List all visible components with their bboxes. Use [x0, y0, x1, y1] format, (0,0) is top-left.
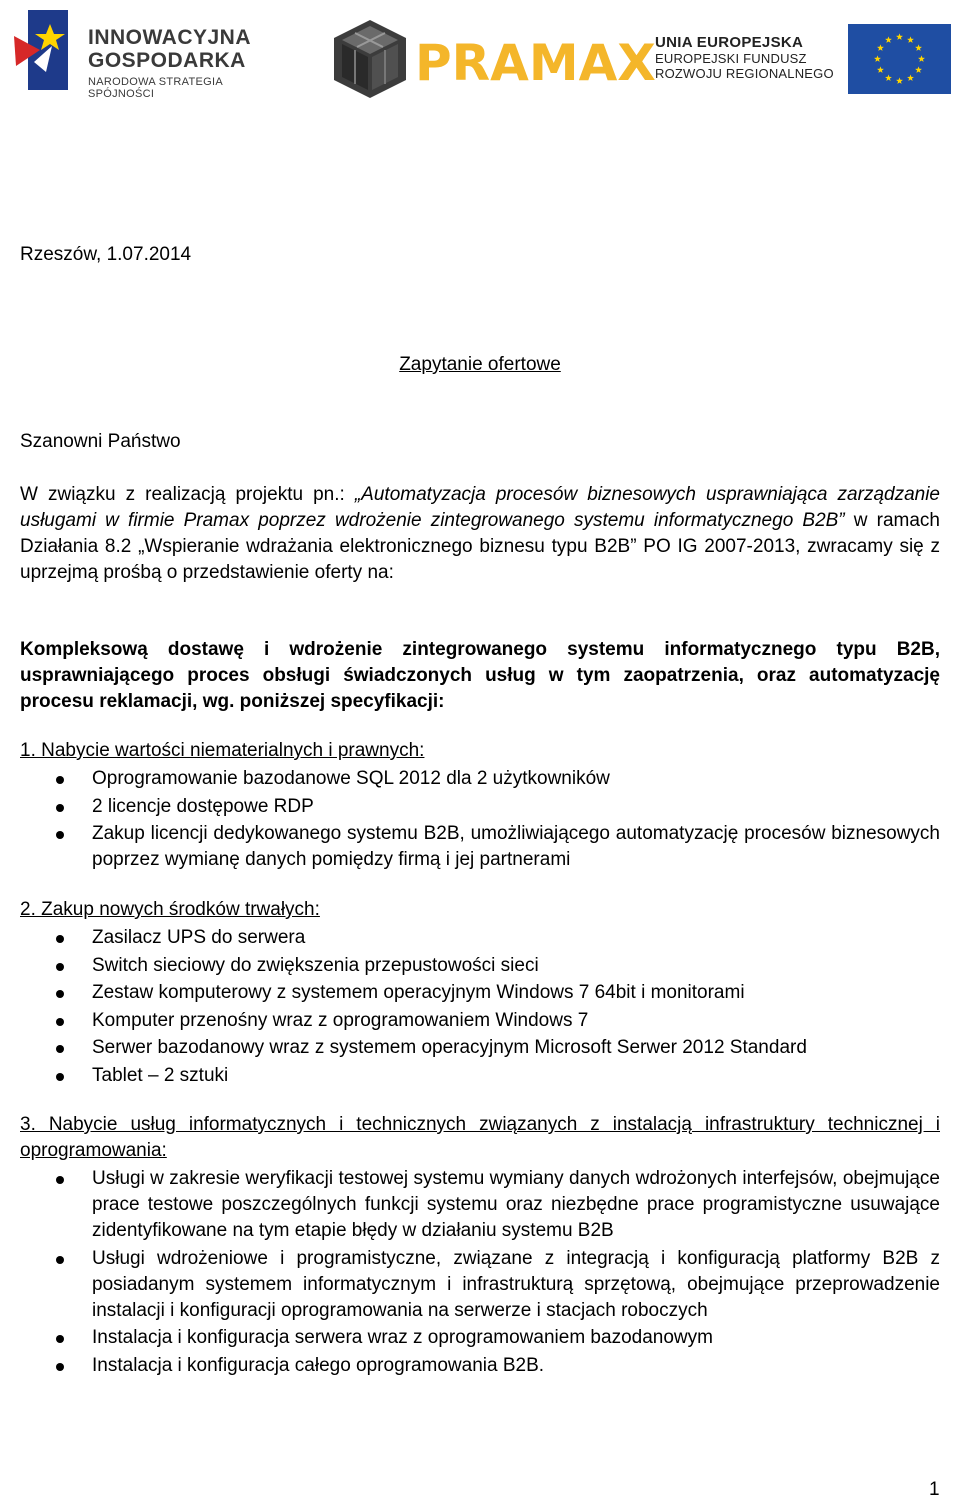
bullet-icon: [56, 1018, 64, 1026]
section-1: [20, 738, 940, 875]
section-1-list: [20, 766, 940, 873]
list-item: [20, 980, 940, 1006]
list-item-text: Zakup licencji dedykowanego systemu B2B, umożliwiającego automatyzację procesów biznesowych poprzez wymianę danych pomiędzy firmą i jej partnerami: [92, 823, 940, 870]
list-item-text: 2 licencje dostępowe RDP: [92, 795, 314, 817]
innowacyjna-gospodarka-logo: [10, 6, 290, 98]
eu-logo-line2: EUROPEJSKI FUNDUSZ: [655, 51, 807, 66]
list-item-text: Zasilacz UPS do serwera: [92, 927, 306, 948]
bullet-icon: [56, 963, 64, 971]
list-item: [20, 1008, 940, 1034]
bullet-icon: [56, 1176, 64, 1184]
section-3: [20, 1112, 940, 1380]
bullet-icon: [56, 935, 64, 943]
list-item-text: Zestaw komputerowy z systemem operacyjnym Windows 7 64bit i monitorami: [92, 982, 745, 1003]
list-item-text: Usługi w zakresie weryfikacji testowej systemu wymiany danych wdrożonych interfejsów, obejmujące prace testowe poszczególnych funkcji systemu oraz niezbędne prace programistyczne usuwające zidentyfikowane na tym etapie błędy w działaniu systemu B2B: [92, 1168, 940, 1241]
intro-before: W związku z realizacją projektu pn.:: [20, 484, 355, 505]
list-item: [20, 953, 940, 979]
section-3-list: [20, 1166, 940, 1379]
list-item: [20, 1063, 940, 1089]
list-item-text: Instalacja i konfiguracja serwera wraz z oprogramowaniem bazodanowym: [92, 1327, 713, 1348]
bullet-icon: [56, 1335, 64, 1343]
intro-paragraph: [20, 482, 940, 586]
project-name: „Automatyzacja procesów biznesowych usprawniająca zarządzanie usługami w firmie Pramax poprzez wdrożenie zintegrowanego systemu informatycznego B2B”: [20, 484, 940, 531]
ig-emblem-icon: [10, 6, 82, 98]
eu-logo-line1: UNIA EUROPEJSKA: [655, 34, 804, 51]
list-item: [20, 1353, 940, 1379]
eu-logo-line3: ROZWOJU REGIONALNEGO: [655, 66, 834, 81]
section-2-title: 2. Zakup nowych środków trwałych:: [20, 899, 320, 920]
list-item: [20, 794, 940, 820]
list-item: [20, 821, 940, 873]
section-2: [20, 897, 940, 1090]
section-1-title: 1. Nabycie wartości niematerialnych i prawnych:: [20, 740, 425, 761]
bullet-icon: [56, 831, 64, 839]
list-item: [20, 1166, 940, 1244]
eu-logo-text: [655, 34, 834, 81]
greeting: Szanowni Państwo: [20, 431, 181, 452]
ig-logo-text: [88, 26, 290, 100]
bullet-icon: [56, 1363, 64, 1371]
ig-logo-line1: INNOWACYJNA: [88, 26, 252, 49]
list-item: [20, 925, 940, 951]
ig-logo-line2: GOSPODARKA: [88, 49, 246, 72]
list-item-text: Usługi wdrożeniowe i programistyczne, związane z integracją i konfiguracją platformy B2B z posiadanym systemem informatycznym i infrastrukturą sprzętową, obejmujące przeprowadzenie instalacji i konfiguracji oprogramowania na serwerze i stacjach roboczych: [92, 1247, 940, 1321]
pramax-cube-icon: [330, 18, 410, 100]
bullet-icon: [56, 1256, 64, 1264]
pramax-logo-text: PRAMAX: [415, 34, 656, 92]
list-item-text: Switch sieciowy do zwiększenia przepustowości sieci: [92, 954, 539, 976]
offer-scope-paragraph: Kompleksową dostawę i wdrożenie zintegrowanego systemu informatycznego typu B2B, usprawniającego proces obsługi świadczonych usług w tym zaopatrzenia, oraz automatyzację procesu reklamacji, wg. poniższej specyfikacji:: [20, 639, 940, 712]
list-item-text: Tablet – 2 sztuki: [92, 1064, 229, 1086]
list-item: [20, 1035, 940, 1061]
list-item-text: Serwer bazodanowy wraz z systemem operacyjnym Microsoft Serwer 2012 Standard: [92, 1037, 807, 1058]
list-item: [20, 1246, 940, 1324]
section-3-title: 3. Nabycie usług informatycznych i technicznych związanych z instalacją infrastruktury technicznej i oprogramowania:: [20, 1114, 940, 1161]
list-item-text: Komputer przenośny wraz z oprogramowaniem Windows 7: [92, 1009, 589, 1031]
list-item-text: Oprogramowanie bazodanowe SQL 2012 dla 2 użytkowników: [92, 768, 610, 789]
document-title: Zapytanie ofertowe: [399, 354, 561, 375]
page-number: 1: [929, 1479, 940, 1500]
list-item: [20, 1325, 940, 1351]
ig-logo-line3: NARODOWA STRATEGIA SPÓJNOŚCI: [88, 76, 223, 100]
document-date: Rzeszów, 1.07.2014: [20, 244, 192, 265]
bullet-icon: [56, 1073, 64, 1081]
section-2-list: [20, 925, 940, 1089]
bullet-icon: [56, 804, 64, 812]
pramax-logo: [330, 18, 656, 103]
list-item-text: Instalacja i konfiguracja całego oprogramowania B2B.: [92, 1354, 545, 1376]
bullet-icon: [56, 990, 64, 998]
list-item: [20, 766, 940, 792]
page-header: [0, 0, 960, 110]
eu-flag-icon: [848, 24, 951, 94]
eu-erdf-logo: [655, 24, 955, 96]
bullet-icon: [56, 1045, 64, 1053]
intro-after: w ramach Działania 8.2 „Wspieranie wdrażania elektronicznego biznesu typu B2B” PO IG 2007-2013, zwracamy się z uprzejmą prośbą o przedstawienie oferty na:: [20, 510, 940, 583]
bullet-icon: [56, 776, 64, 784]
